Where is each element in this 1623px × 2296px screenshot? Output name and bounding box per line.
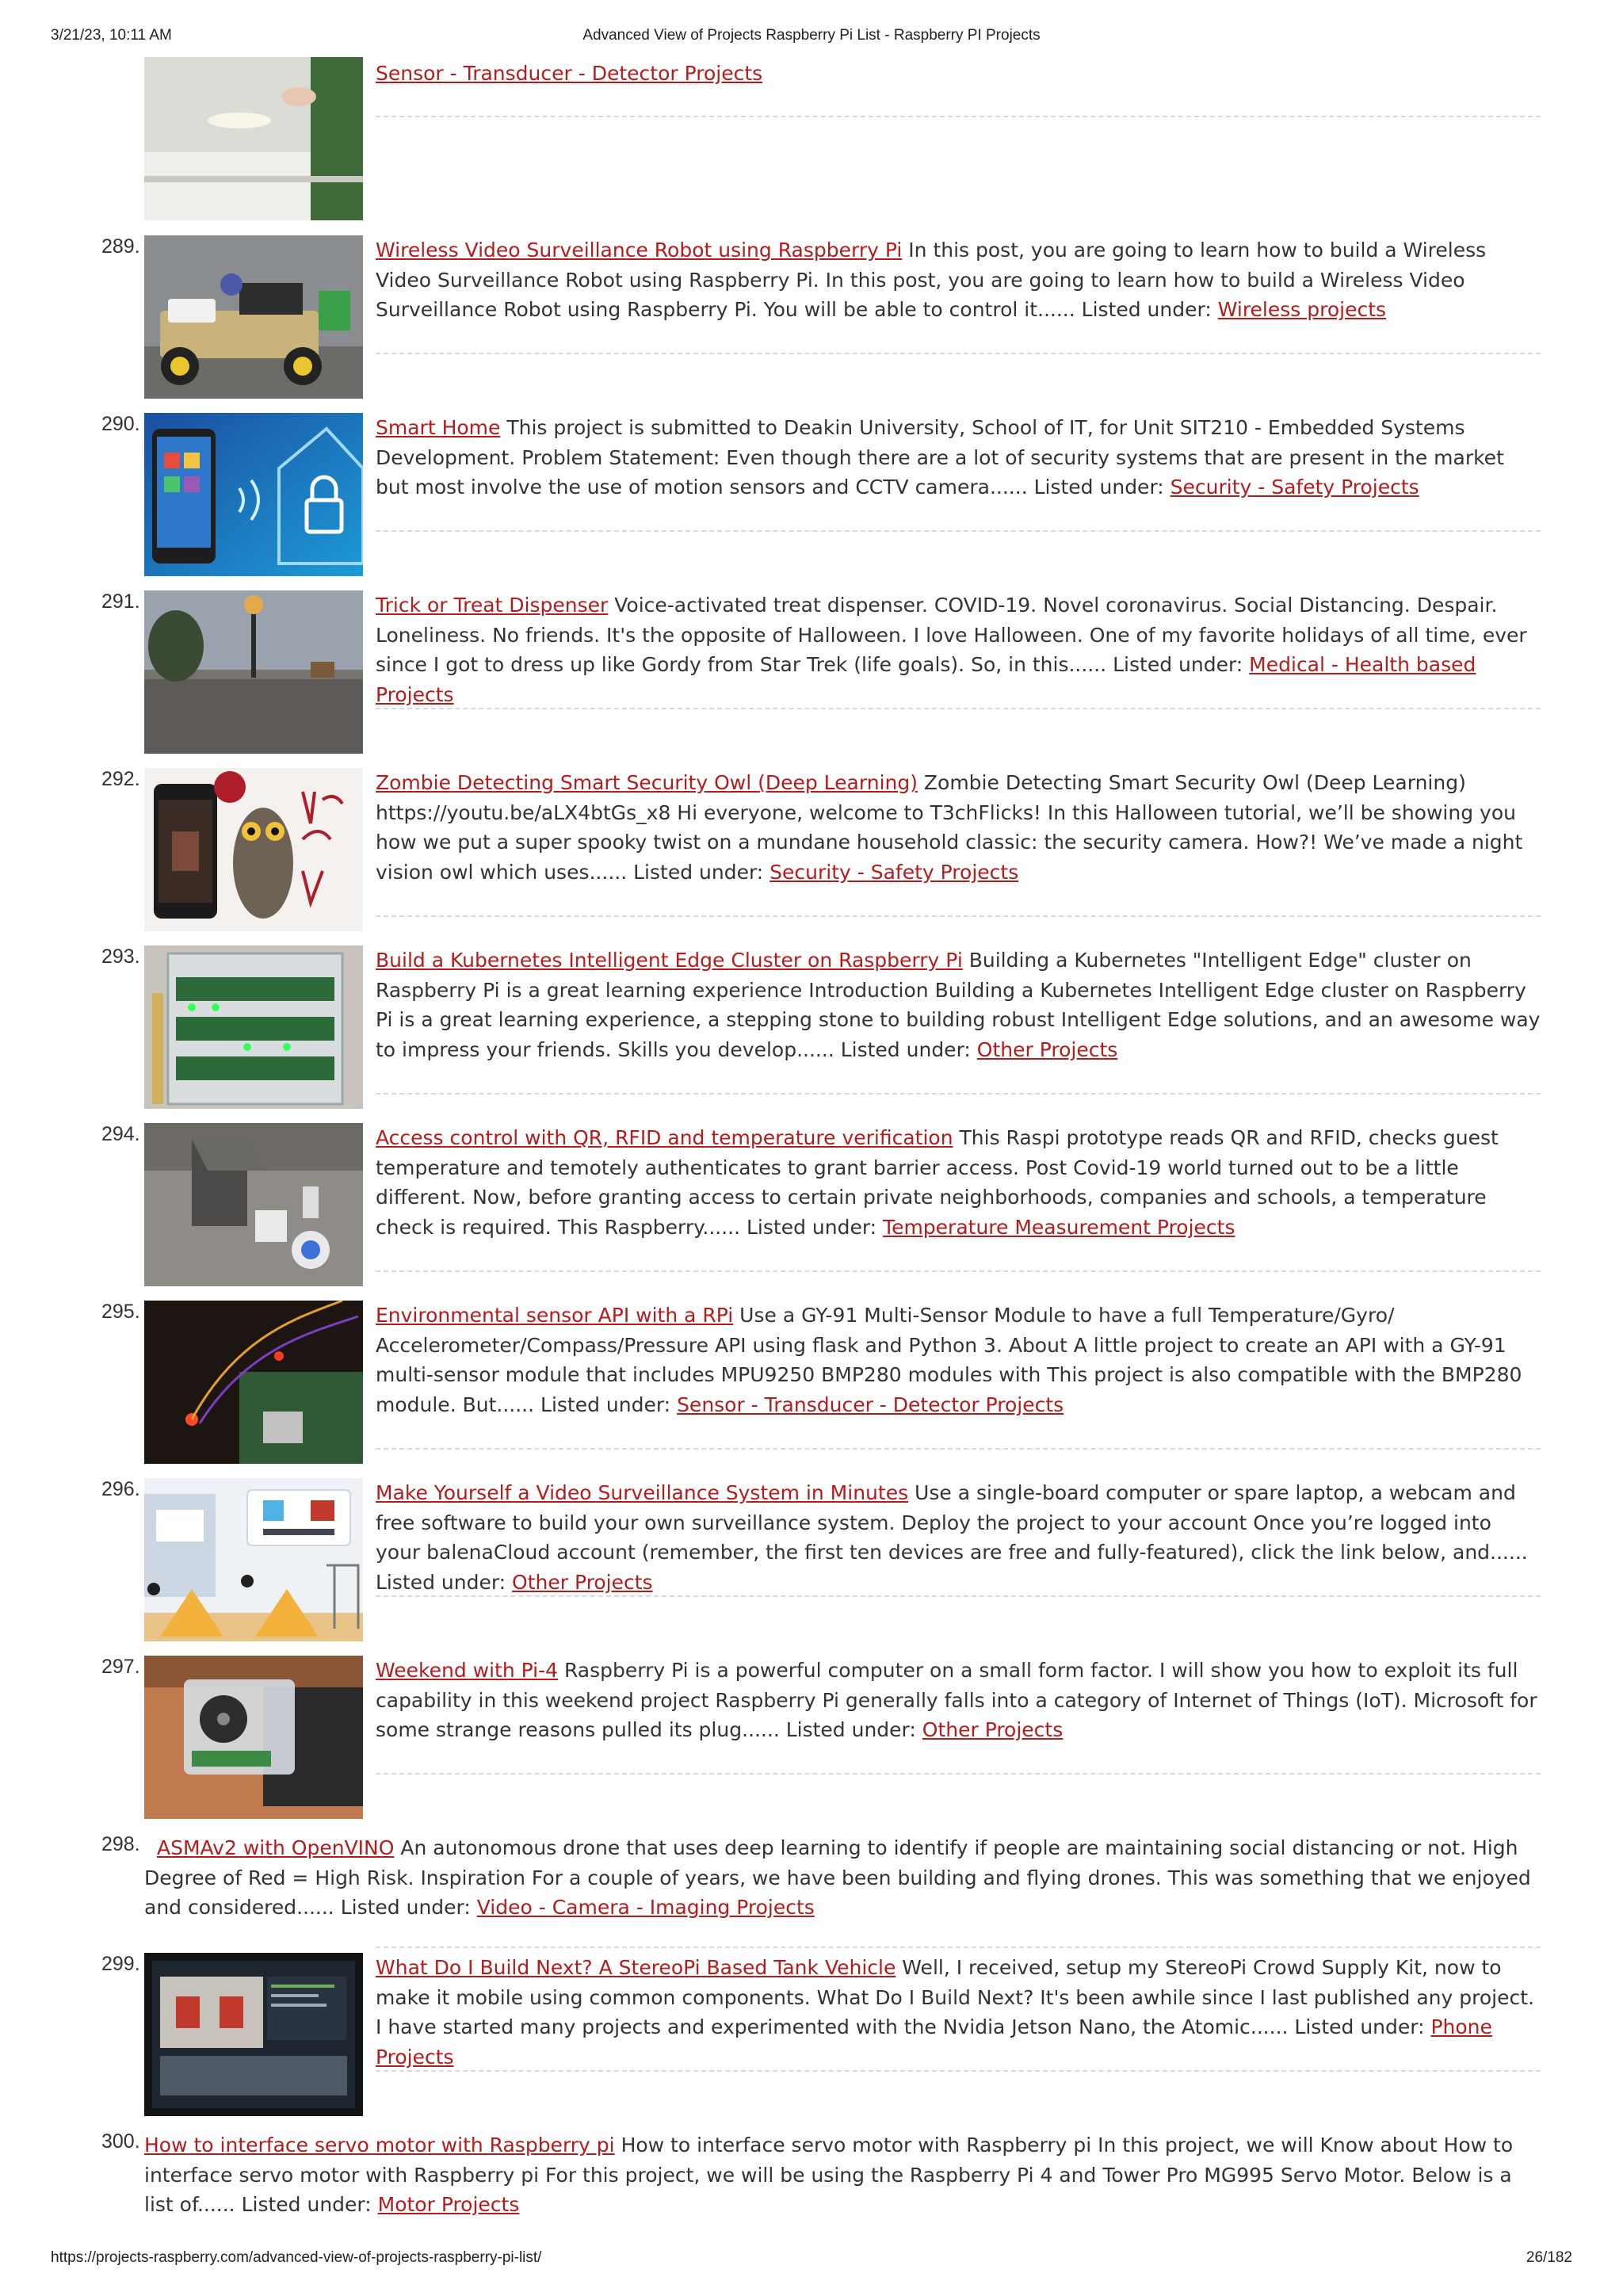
entry-text: [144, 1833, 1541, 1923]
category-link[interactable]: Sensor - Transducer - Detector Projects: [677, 1392, 1064, 1416]
project-thumbnail[interactable]: [144, 1656, 363, 1819]
project-description: Well, I received, setup my StereoPi Crowd Supply Kit, now to make it mobile using common components. What Do I Build Next? It's been awhile since I last published any project. I have started many projects and experimented with the Nvidia Jetson Nano, the Atomic......: [376, 1956, 1534, 2038]
listed-under-label: Listed under:: [1106, 653, 1250, 676]
project-thumbnail[interactable]: [144, 1123, 363, 1286]
category-link[interactable]: Phone Projects: [376, 2015, 1492, 2069]
entry-text: [376, 946, 1541, 1064]
entry-text: [376, 413, 1541, 502]
project-thumbnail[interactable]: [144, 1478, 363, 1641]
entry-text: [376, 1123, 1541, 1242]
entry-text: [376, 768, 1541, 887]
project-thumbnail[interactable]: [144, 768, 363, 931]
page-number: 26/182: [1526, 2249, 1572, 2266]
entry-text: [376, 1478, 1541, 1597]
project-thumbnail[interactable]: [144, 946, 363, 1109]
category-link[interactable]: Wireless projects: [1217, 298, 1387, 321]
print-url: https://projects-raspberry.com/advanced-view-of-projects-raspberry-pi-list/: [51, 2249, 542, 2266]
project-description: Use a GY-91 Multi-Sensor Module to have a full Temperature/Gyro/ Accelerometer/Compass/Pressure API using flask and Python 3. About A little project to create an API with a GY-91 multi-sensor module that includes MPU9250 BMP280 modules with This project is also compatible with the BMP280 module. But......: [376, 1304, 1522, 1416]
category-link[interactable]: Other Projects: [922, 1718, 1064, 1741]
project-thumbnail[interactable]: [144, 1953, 363, 2116]
entry-divider: [376, 353, 1541, 354]
project-link[interactable]: Weekend with Pi-4: [376, 1659, 559, 1682]
listed-under-label: Listed under:: [627, 860, 770, 884]
category-link[interactable]: Medical - Health based Projects: [376, 653, 1476, 706]
project-link[interactable]: Make Yourself a Video Surveillance System in Minutes: [376, 1481, 909, 1504]
project-link[interactable]: ASMAv2 with OpenVINO: [157, 1836, 395, 1859]
print-datetime: 3/21/23, 10:11 AM: [51, 27, 172, 44]
project-link[interactable]: What Do I Build Next? A StereoPi Based Tank Vehicle: [376, 1956, 896, 1979]
entry-divider: [376, 116, 1541, 117]
category-link[interactable]: Temperature Measurement Projects: [883, 1215, 1235, 1239]
listed-under-label: Listed under:: [1288, 2015, 1431, 2038]
project-description: Building a Kubernetes "Intelligent Edge" cluster on Raspberry Pi is a great learning experience Introduction Building a Kubernetes Intelligent Edge cluster on Raspberry Pi is a great learning experience, a stepping stone to building robust Intelligent Edge solutions, and an awesome way to impress your friends. Skills you develop......: [376, 949, 1541, 1061]
entry-divider: [376, 1595, 1541, 1597]
entry-text: [376, 1953, 1541, 2072]
entry-text: [376, 1656, 1541, 1745]
entry-divider: [376, 1270, 1541, 1272]
category-link[interactable]: Motor Projects: [377, 2193, 520, 2216]
project-link[interactable]: Build a Kubernetes Intelligent Edge Cluster on Raspberry Pi: [376, 949, 963, 972]
category-link[interactable]: Video - Camera - Imaging Projects: [476, 1896, 815, 1919]
project-description: Voice-activated treat dispenser. COVID-19. Novel coronavirus. Social Distancing. Despair. Loneliness. No friends. It's the opposite of Halloween. I love Halloween. One of my favorite holidays of all time, ever since I got to dress up like Gordy from Star Trek (life goals). So, in this......: [376, 594, 1527, 676]
item-number: 299.: [101, 1953, 140, 1975]
entry-divider: [376, 708, 1541, 709]
item-number: 295.: [101, 1301, 140, 1323]
item-number: 289.: [101, 235, 140, 258]
entry-divider: [376, 1773, 1541, 1775]
listed-under-label: Listed under:: [376, 1570, 513, 1594]
project-link[interactable]: Access control with QR, RFID and temperature verification: [376, 1126, 953, 1149]
project-thumbnail[interactable]: [144, 413, 363, 576]
listed-under-label: Listed under:: [740, 1215, 884, 1239]
category-link[interactable]: Security - Safety Projects: [1170, 476, 1419, 499]
project-description: This Raspi prototype reads QR and RFID, checks guest temperature and temotely authenticates to grant barrier access. Post Covid-19 world turned out to be a little different. Now, before granting access to certain private neighborhoods, companies and schools, a temperature check is required. This Raspberry......: [376, 1126, 1499, 1239]
listed-under-label: Listed under:: [534, 1392, 678, 1416]
category-link[interactable]: Sensor - Transducer - Detector Projects: [376, 62, 763, 85]
entry-divider: [376, 1448, 1541, 1450]
listed-under-label: Listed under:: [334, 1896, 477, 1919]
entry-text: [376, 235, 1541, 325]
project-description: Use a single-board computer or spare laptop, a webcam and free software to build your own surveillance system. Deploy the project to your account Once you’re logged into your balenaCloud account (remember, the first ten devices are free and fully-featured), click the link below, and......: [376, 1481, 1528, 1564]
category-link[interactable]: Security - Safety Projects: [769, 860, 1019, 884]
item-number: 290.: [101, 413, 140, 435]
project-description: This project is submitted to Deakin University, School of IT, for Unit SIT210 - Embedded Systems Development. Problem Statement: Even though there are a lot of security systems that are present in the market but most involve the use of motion sensors and CCTV camera......: [376, 416, 1504, 499]
entry-divider: [376, 530, 1541, 532]
listed-under-label: Listed under:: [1075, 298, 1218, 321]
entry-text: [376, 1301, 1541, 1419]
item-number: 298.: [101, 1833, 140, 1855]
project-link[interactable]: Smart Home: [376, 416, 501, 439]
entry-divider: [376, 915, 1541, 917]
project-description: An autonomous drone that uses deep learning to identify if people are maintaining social distancing or not. High Degree of Red = High Risk. Inspiration For a couple of years, we have been building and flying drones. This was something that we enjoyed and considered......: [144, 1836, 1531, 1919]
item-number: 294.: [101, 1123, 140, 1145]
entry-divider: [376, 2070, 1541, 2072]
entry-divider: [376, 1093, 1541, 1095]
entry-divider: [376, 1946, 1541, 1948]
item-number: 300.: [101, 2130, 140, 2153]
project-link[interactable]: Zombie Detecting Smart Security Owl (Deep Learning): [376, 771, 918, 794]
listed-under-label: Listed under:: [1027, 476, 1170, 499]
project-description: How to interface servo motor with Raspberry pi In this project, we will Know about How to interface servo motor with Raspberry pi For this project, we will be using the Raspberry Pi 4 and Tower Pro MG995 Servo Motor. Below is a list of......: [144, 2134, 1514, 2216]
project-link[interactable]: Environmental sensor API with a RPi: [376, 1304, 734, 1327]
project-description: In this post, you are going to learn how to build a Wireless Video Surveillance Robot using Raspberry Pi. In this post, you are going to learn how to build a Wireless Video Surveillance Robot using Raspberry Pi. You will be able to control it......: [376, 239, 1487, 321]
project-thumbnail[interactable]: [144, 1301, 363, 1464]
item-number: 291.: [101, 590, 140, 613]
project-link[interactable]: Wireless Video Surveillance Robot using Raspberry Pi: [376, 239, 903, 262]
project-link[interactable]: Trick or Treat Dispenser: [376, 594, 609, 617]
project-description: Zombie Detecting Smart Security Owl (Deep Learning) https://youtu.be/aLX4btGs_x8 Hi everyone, welcome to T3chFlicks! In this Halloween tutorial, we’ll be showing you how we put a super spooky twist on a mundane household classic: the security camera. How?! We’ve made a night vision owl which uses......: [376, 771, 1523, 884]
item-number: 296.: [101, 1478, 140, 1500]
entry-text: [376, 59, 1541, 89]
project-thumbnail[interactable]: [144, 235, 363, 399]
item-number: 292.: [101, 768, 140, 790]
listed-under-label: Listed under:: [235, 2193, 378, 2216]
project-description: Raspberry Pi is a powerful computer on a small form factor. I will show you how to exploit its full capability in this weekend project Raspberry Pi generally falls into a category of Internet of Things (IoT). Microsoft for some strange reasons pulled its plug......: [376, 1659, 1537, 1741]
entry-text: [144, 2130, 1541, 2220]
listed-under-label: Listed under:: [834, 1037, 977, 1061]
category-link[interactable]: Other Projects: [512, 1570, 653, 1594]
project-thumbnail[interactable]: [144, 57, 363, 220]
entry-text: [376, 590, 1541, 709]
project-thumbnail[interactable]: [144, 590, 363, 754]
item-number: 297.: [101, 1656, 140, 1678]
print-footer: [51, 2249, 1572, 2268]
project-link[interactable]: How to interface servo motor with Raspberry pi: [144, 2134, 615, 2157]
print-page-title: Advanced View of Projects Raspberry Pi List - Raspberry PI Projects: [582, 27, 1041, 44]
category-link[interactable]: Other Projects: [976, 1037, 1118, 1061]
item-number: 293.: [101, 946, 140, 968]
listed-under-label: Listed under:: [779, 1718, 922, 1741]
